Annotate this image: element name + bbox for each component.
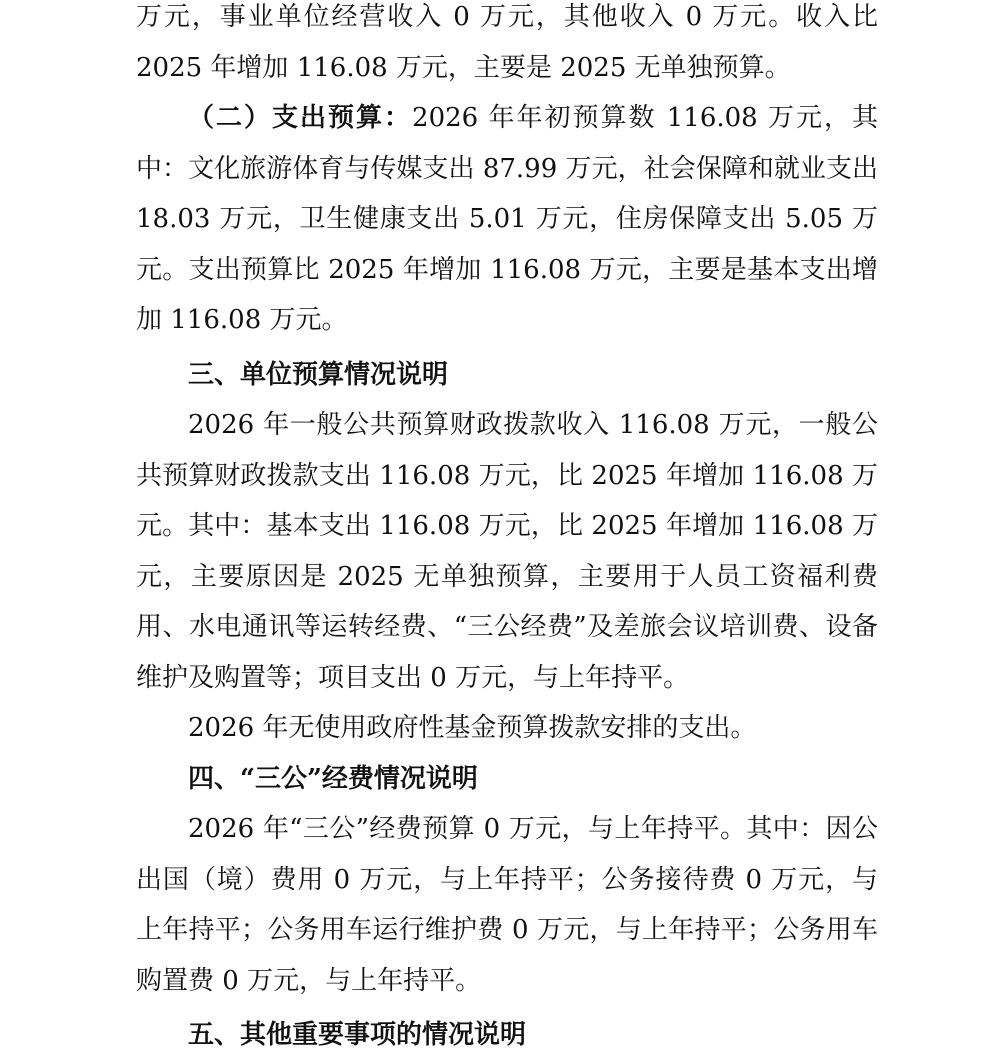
section-heading-three-public: 四、“三公”经费情况说明 [188,763,478,794]
expenditure-budget-body: 2026 年年初预算数 116.08 万元，其中：文化旅游体育与传媒支出 87.99 万元，社会保障和就业支出 18.03 万元，卫生健康支出 5.01 万元，住房保障支出 5.05 万元。支出预算比 2025 年增加 116.08 万元，主要是基本支出增加 116.08 万元。 [136,103,878,335]
expenditure-budget-lead: （二）支出预算： [188,103,413,133]
paragraph-expenditure-budget [136,93,878,346]
section-heading-unit-budget: 三、单位预算情况说明 [188,359,449,390]
paragraph-three-public: 2026 年“三公”经费预算 0 万元，与上年持平。其中：因公出国（境）费用 0 万元，与上年持平；公务接待费 0 万元，与上年持平；公务用车运行维护费 0 万元，与上年持平；公务用车购置费 0 万元，与上年持平。 [136,814,878,996]
paragraph-government-fund: 2026 年无使用政府性基金预算拨款安排的支出。 [188,713,757,743]
paragraph-unit-budget: 2026 年一般公共预算财政拨款收入 116.08 万元，一般公共预算财政拨款支出 116.08 万元，比 2025 年增加 116.08 万元。其中：基本支出 116.08 万元，比 2025 年增加 116.08 万元，主要原因是 2025 无单独预算，主要用于人员工资福利费用、水电通讯等运转经费、“三公经费”及差旅会议培训费、设备维护及购置等；项目支出 0 万元，与上年持平。 [136,410,878,693]
section-heading-other-matters: 五、其他重要事项的情况说明 [188,1020,527,1050]
document-page [136,0,878,1061]
paragraph-income-continued: 万元，事业单位经营收入 0 万元，其他收入 0 万元。收入比 2025 年增加 116.08 万元，主要是 2025 无单独预算。 [136,2,878,83]
